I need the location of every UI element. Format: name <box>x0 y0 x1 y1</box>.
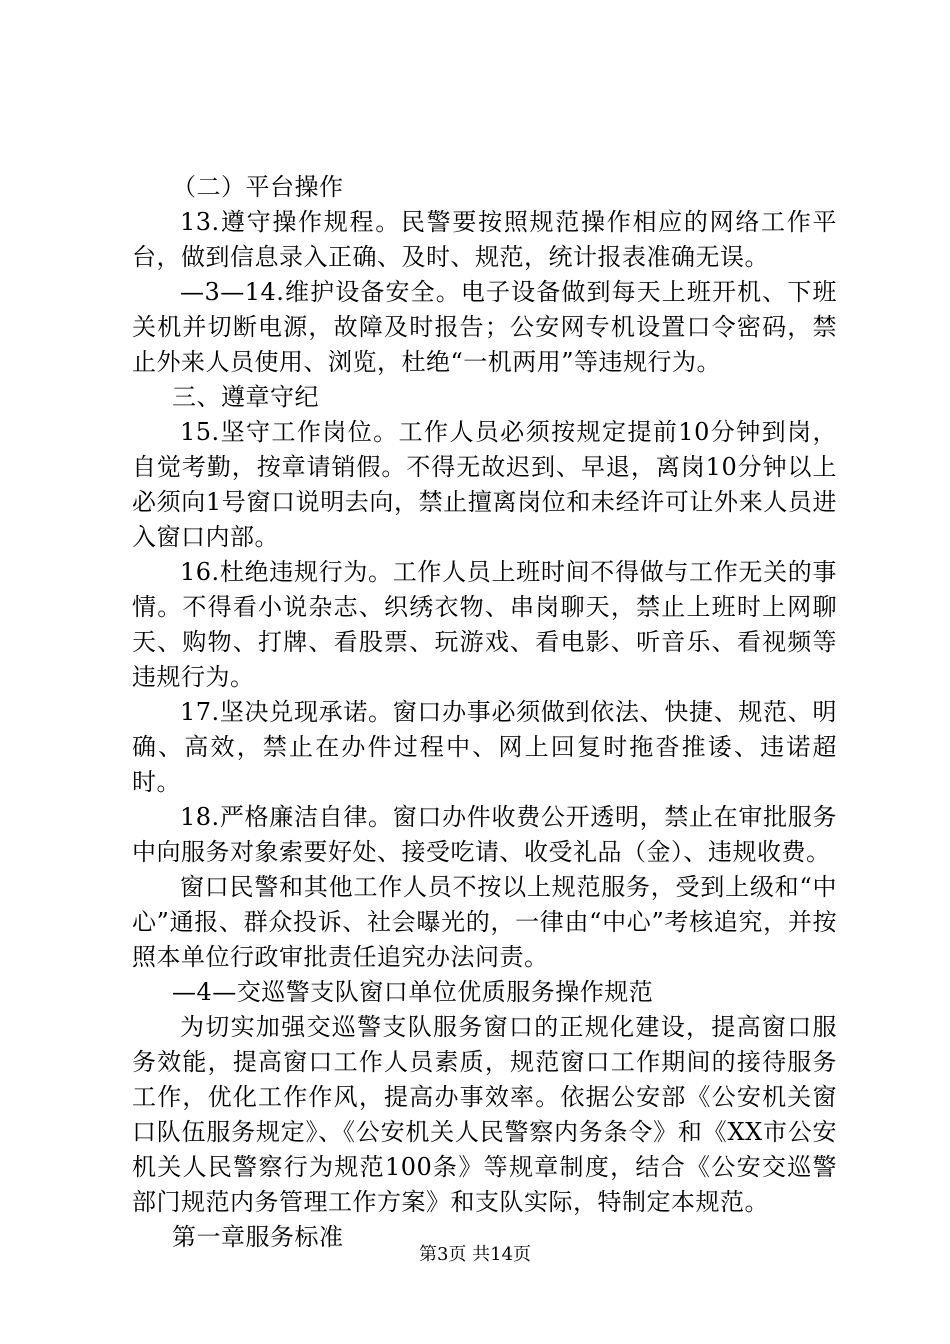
paragraph-14: —3—14.维护设备安全。电子设备做到每天上班开机、下班关机并切断电源，故障及时报告；公安网专机设置口令密码，禁止外来人员使用、浏览，杜绝“一机两用”等违规行为。 <box>132 278 837 376</box>
paragraph-18: 18.严格廉洁自律。窗口办件收费公开透明，禁止在审批服务中向服务对象索要好处、接受吃请、收受礼品（金）、违规收费。 <box>132 803 837 866</box>
document-subtitle: —4—交巡警支队窗口单位优质服务操作规范 <box>172 978 654 1006</box>
paragraph-13: 13.遵守操作规程。民警要按照规范操作相应的网络工作平台，做到信息录入正确、及时、规范，统计报表准确无误。 <box>132 208 837 271</box>
paragraph-preamble: 为切实加强交巡警支队服务窗口的正规化建设，提高窗口服务效能，提高窗口工作人员素质，规范窗口工作期间的接待服务工作，优化工作作风，提高办事效率。依据公安部《公安机关窗口队伍服务规定》、《公安机关人民警察内务条令》和《XX市公安机关人民警察行为规范100条》等规章制度，结合《公安交巡警部门规范内务管理工作方案》和支队实际，特制定本规范。 <box>132 1013 837 1216</box>
paragraph-accountability: 窗口民警和其他工作人员不按以上规范服务，受到上级和“中心”通报、群众投诉、社会曝光的，一律由“中心”考核追究，并按照本单位行政审批责任追究办法问责。 <box>132 873 837 971</box>
page-number-footer: 第3页 共14页 <box>418 1244 532 1265</box>
chapter-heading: 第一章服务标准 <box>172 1223 344 1251</box>
section-heading-platform-operation: （二）平台操作 <box>172 173 344 201</box>
paragraph-17: 17.坚决兑现承诺。窗口办事必须做到依法、快捷、规范、明确、高效，禁止在办件过程中、网上回复时拖沓推诿、违诺超时。 <box>132 698 837 796</box>
paragraph-16: 16.杜绝违规行为。工作人员上班时间不得做与工作无关的事情。不得看小说杂志、织绣衣物、串岗聊天，禁止上班时上网聊天、购物、打牌、看股票、玩游戏、看电影、听音乐、看视频等违规行为。 <box>132 558 837 691</box>
document-body <box>132 170 837 1255</box>
section-heading-discipline: 三、遵章守纪 <box>172 383 319 411</box>
paragraph-15: 15.坚守工作岗位。工作人员必须按规定提前10分钟到岗，自觉考勤，按章请销假。不得无故迟到、早退，离岗10分钟以上必须向1号窗口说明去向，禁止擅离岗位和未经许可让外来人员进入窗口内部。 <box>132 418 837 551</box>
